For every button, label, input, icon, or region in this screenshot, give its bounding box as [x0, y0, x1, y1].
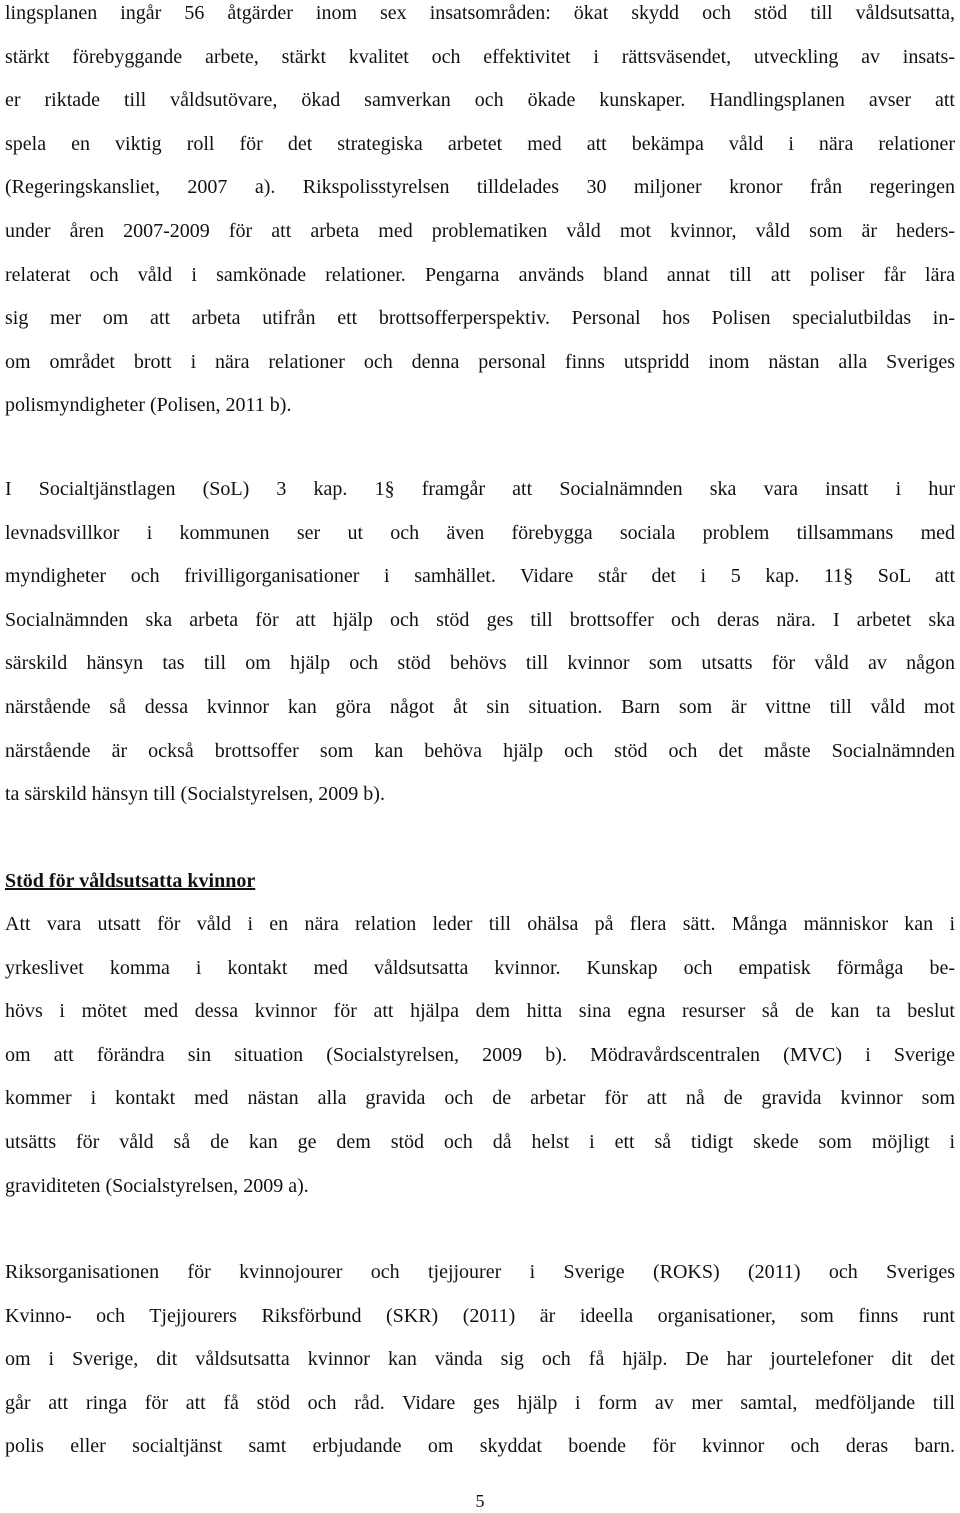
paragraph-line: spela en viktig roll för det strategiska arbetet med att bekämpa våld i nära relationer: [5, 132, 955, 155]
paragraph-line: er riktade till våldsutövare, ökad samverkan och ökade kunskaper. Handlingsplanen avser att: [5, 89, 955, 112]
paragraph-line: ta särskild hänsyn till (Socialstyrelsen, 2009 b).: [5, 783, 385, 806]
paragraph-line: polismyndigheter (Polisen, 2011 b).: [5, 394, 292, 417]
paragraph-line: kommer i kontakt med nästan alla gravida och de arbetar för att nå de gravida kvinnor som: [5, 1087, 955, 1110]
paragraph-line: lingsplanen ingår 56 åtgärder inom sex insatsområden: ökat skydd och stöd till våldsutsatta,: [5, 2, 955, 24]
paragraph-line: går att ringa för att få stöd och råd. Vidare ges hjälp i form av mer samtal, medföljande till: [5, 1391, 955, 1414]
paragraph-line: Kvinno- och Tjejjourers Riksförbund (SKR) (2011) är ideella organisationer, som finns runt: [5, 1304, 955, 1327]
paragraph-line: om området brott i nära relationer och denna personal finns utspridd inom nästan alla Sveriges: [5, 350, 955, 373]
paragraph-line: yrkeslivet komma i kontakt med våldsutsatta kvinnor. Kunskap och empatisk förmåga be-: [5, 956, 955, 979]
paragraph-line: relaterat och våld i samkönade relationer. Pengarna används bland annat till att poliser får lära: [5, 263, 955, 286]
section-heading: Stöd för våldsutsatta kvinnor: [5, 870, 256, 892]
paragraph-line: utsätts för våld så de kan ge dem stöd och då helst i ett så tidigt skede som möjligt i: [5, 1130, 955, 1153]
paragraph-line: polis eller socialtjänst samt erbjudande om skyddat boende för kvinnor och deras barn.: [5, 1435, 955, 1458]
paragraph-line: närstående är också brottsoffer som kan behöva hjälp och stöd och det måste Socialnämnden: [5, 739, 955, 762]
paragraph-1: [5, 0, 955, 428]
paragraph-4: [5, 1251, 955, 1469]
paragraph-line: graviditeten (Socialstyrelsen, 2009 a).: [5, 1174, 309, 1197]
paragraph-line: under åren 2007-2009 för att arbeta med problematiken våld mot kvinnor, våld som är heders-: [5, 219, 955, 242]
paragraph-line: särskild hänsyn tas till om hjälp och stöd behövs till kvinnor som utsatts för våld av någon: [5, 652, 955, 675]
paragraph-line: myndigheter och frivilligorganisationer i samhället. Vidare står det i 5 kap. 11§ SoL att: [5, 565, 955, 588]
paragraph-line: om att förändra sin situation (Socialstyrelsen, 2009 b). Mödravårdscentralen (MVC) i Sverige: [5, 1043, 955, 1066]
paragraph-line: om i Sverige, dit våldsutsatta kvinnor kan vända sig och få hjälp. De har jourtelefoner dit det: [5, 1348, 955, 1371]
paragraph-line: hövs i mötet med dessa kvinnor för att hjälpa dem hitta sina egna resurser så de kan ta beslut: [5, 1000, 955, 1023]
paragraph-line: (Regeringskansliet, 2007 a). Rikspolisstyrelsen tilldelades 30 miljoner kronor från regeringen: [5, 176, 955, 199]
paragraph-line: närstående så dessa kvinnor kan göra något åt sin situation. Barn som är vittne till våld mot: [5, 695, 955, 718]
paragraph-line: sig mer om att arbeta utifrån ett brottsofferperspektiv. Personal hos Polisen specialutbildas in-: [5, 307, 955, 330]
paragraph-line: I Socialtjänstlagen (SoL) 3 kap. 1§ framgår att Socialnämnden ska vara insatt i hur: [5, 478, 955, 500]
paragraph-line: stärkt förebyggande arbete, stärkt kvalitet och effektivitet i rättsväsendet, utveckling av insats-: [5, 45, 955, 68]
section-heading-block: [5, 860, 955, 904]
page-number: 5: [475, 1491, 485, 1511]
paragraph-3: [5, 903, 955, 1208]
paragraph-2: [5, 468, 955, 817]
paragraph-line: levnadsvillkor i kommunen ser ut och även förebygga sociala problem tillsammans med: [5, 521, 955, 544]
paragraph-line: Socialnämnden ska arbeta för att hjälp och stöd ges till brottsoffer och deras nära. I arbetet ska: [5, 608, 955, 631]
paragraph-line: Riksorganisationen för kvinnojourer och tjejjourer i Sverige (ROKS) (2011) och Sveriges: [5, 1261, 955, 1283]
paragraph-line: Att vara utsatt för våld i en nära relation leder till ohälsa på flera sätt. Många människor kan i: [5, 913, 955, 935]
